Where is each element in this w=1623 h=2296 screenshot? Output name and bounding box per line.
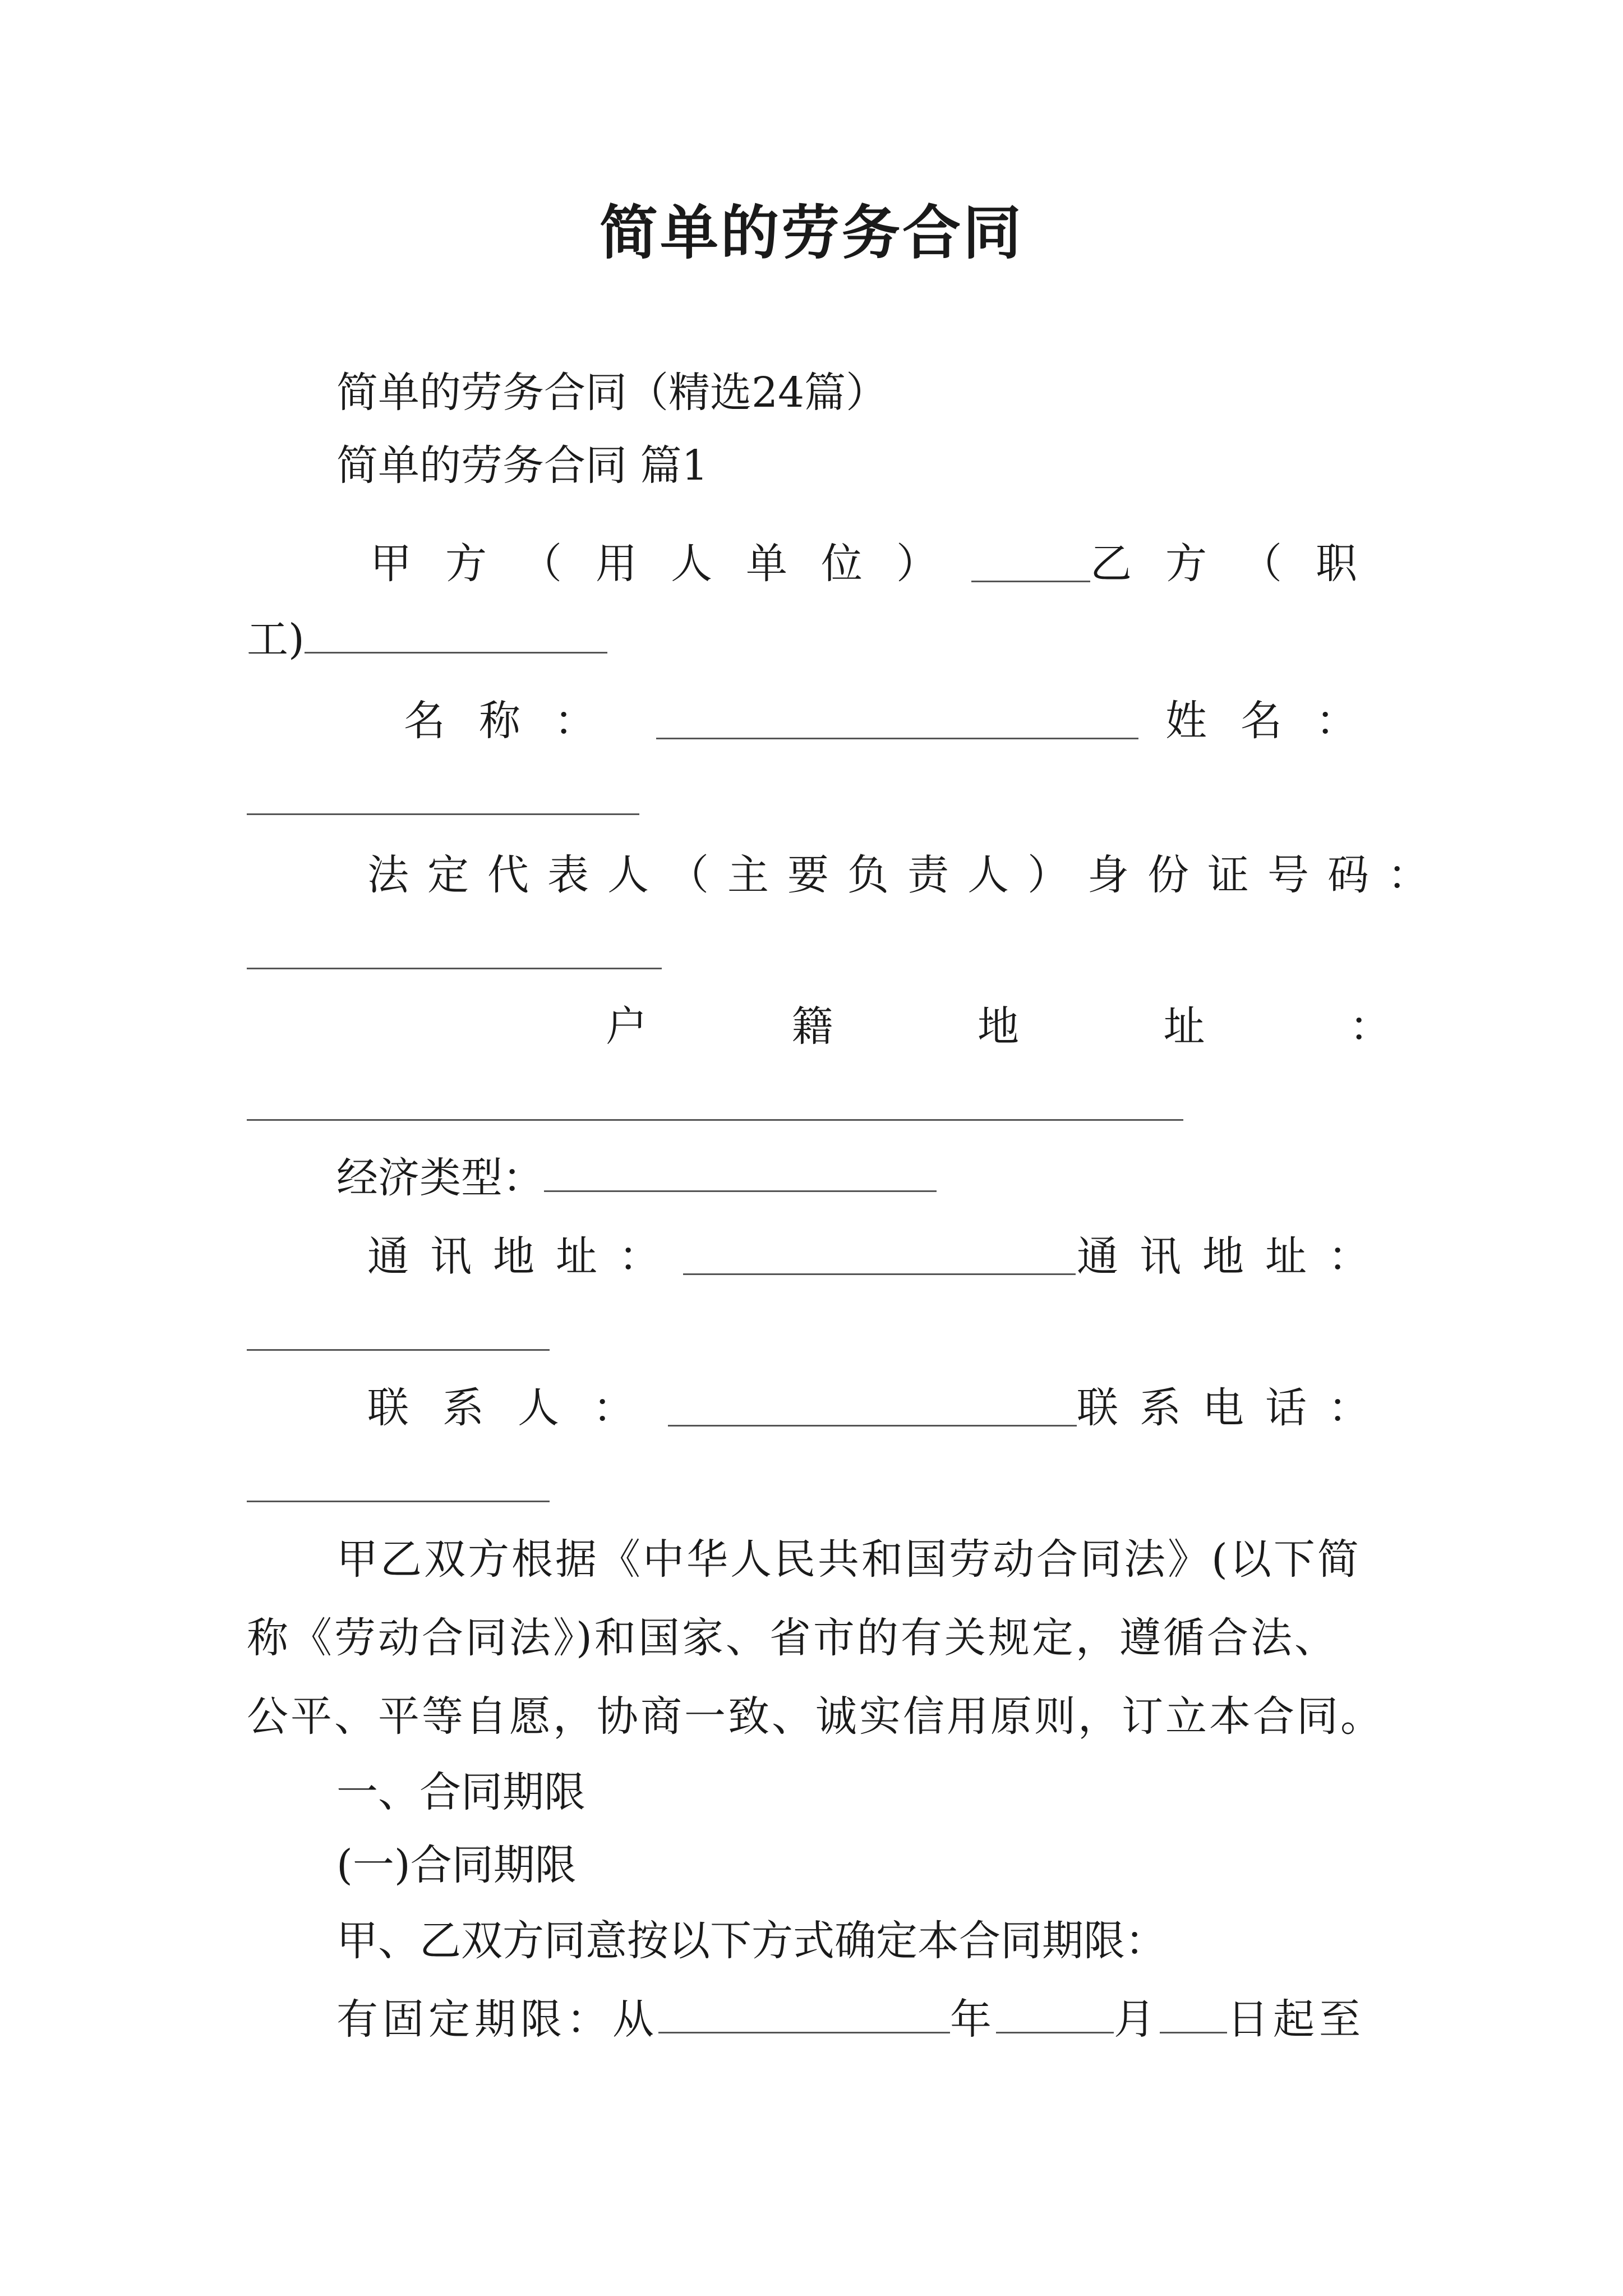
contact-label: 联系人：	[367, 1384, 668, 1432]
party-b-cont-line	[247, 606, 1391, 673]
household-label-2: 籍	[791, 1002, 833, 1051]
name-line	[404, 687, 1391, 754]
economic-type-label: 经济类型：	[336, 1154, 544, 1202]
clause-1-sub: (一)合同期限	[336, 1841, 577, 1889]
household-line	[606, 993, 1391, 1060]
legal-rep-label: 法定代表人（主要负责人）身份证号码：	[367, 851, 1447, 899]
party-a-blank	[971, 546, 1090, 582]
address-line	[367, 1223, 1391, 1290]
name-blank	[656, 703, 1138, 739]
party-line	[370, 530, 1391, 597]
phone-label: 联系电话：	[1077, 1384, 1391, 1432]
person-name-label: 姓名：	[1165, 697, 1391, 745]
legal-rep-line	[367, 841, 1447, 909]
legal-rep-blank	[247, 968, 662, 969]
address-b-label: 通讯地址：	[1077, 1232, 1391, 1281]
year-blank	[658, 1997, 950, 2033]
household-label-1: 户	[606, 1002, 647, 1051]
fixed-term-line	[336, 1986, 1391, 2053]
party-a-label: 甲方（用人单位）	[370, 540, 971, 588]
name-label: 名称：	[404, 697, 629, 745]
clause-1-heading: 一、合同期限	[336, 1768, 585, 1816]
contact-line	[367, 1374, 1391, 1442]
party-b-label: 乙方（职	[1090, 540, 1391, 588]
economic-type-blank	[544, 1156, 937, 1192]
party-b-label-cont: 工)	[247, 615, 305, 664]
household-label-3: 地	[978, 1002, 1019, 1051]
address-a-label: 通讯地址：	[367, 1232, 681, 1281]
fixed-term-label: 有固定期限：从	[336, 1995, 658, 2044]
clause-1-text: 甲、乙双方同意按以下方式确定本合同期限：	[336, 1917, 1166, 1965]
economic-type-line	[336, 1144, 1391, 1212]
paragraph-line-2: 称《劳动合同法》)和国家、省市的有关规定，遵循合法、	[247, 1614, 1338, 1662]
address-a-blank	[683, 1239, 1076, 1275]
phone-blank	[247, 1501, 550, 1502]
contact-blank	[668, 1390, 1077, 1427]
household-colon: ：	[1349, 1002, 1391, 1051]
household-label-4: 址	[1163, 1002, 1205, 1051]
person-name-blank	[247, 813, 639, 815]
paragraph-line-1: 甲乙双方根据《中华人民共和国劳动合同法》(以下简	[336, 1535, 1361, 1584]
paragraph-line-3: 公平、平等自愿，协商一致、诚实信用原则，订立本合同。	[247, 1692, 1384, 1741]
party-b-blank	[305, 617, 607, 654]
day-label: 日起至	[1227, 1995, 1365, 2044]
document-title: 简单的劳务合同	[599, 198, 1023, 267]
document-subtitle: 简单的劳务合同（精选24篇）	[336, 369, 888, 417]
section-heading: 简单的劳务合同 篇1	[336, 441, 708, 490]
address-b-blank	[247, 1349, 550, 1351]
month-label: 月	[1114, 1995, 1160, 2044]
household-blank	[247, 1119, 1183, 1121]
day-blank	[1160, 1997, 1227, 2033]
month-blank	[996, 1997, 1114, 2033]
year-label: 年	[950, 1995, 996, 2044]
